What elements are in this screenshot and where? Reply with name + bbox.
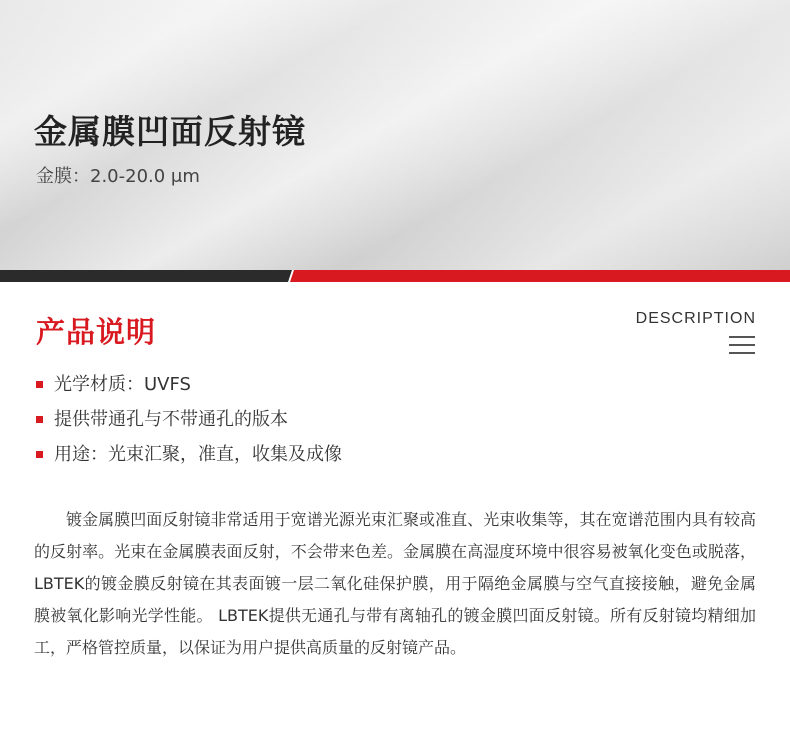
list-item: [36, 407, 342, 442]
divider-dark-segment: [0, 270, 292, 282]
list-item: [36, 442, 342, 477]
feature-list: [36, 372, 342, 477]
description-paragraph: 镀金属膜凹面反射镜非常适用于宽谱光源光束汇聚或准直、光束收集等，其在宽谱范围内具有较高的反射率。光束在金属膜表面反射，不会带来色差。金属膜在高湿度环境中很容易被氧化变色或脱落，LBTEK的镀金膜反射镜在其表面镀一层二氧化硅保护膜，用于隔绝金属膜与空气直接接触，避免金属膜被氧化影响光学性能。 LBTEK提供无通孔与带有离轴孔的镀金膜凹面反射镜。所有反射镜均精细加工，严格管控质量，以保证为用户提供高质量的反射镜产品。: [34, 510, 756, 657]
divider-band: [0, 270, 790, 282]
hero-banner: [0, 0, 790, 270]
divider-red-segment: [290, 270, 790, 282]
list-item: [36, 372, 342, 407]
coating-range: 金膜：2.0-20.0 μm: [36, 166, 200, 187]
feature-text: 提供带通孔与不带通孔的版本: [54, 409, 288, 430]
feature-text: 光学材质：UVFS: [54, 374, 191, 395]
section-title: 产品说明: [36, 315, 157, 349]
menu-icon: [729, 336, 755, 356]
section-tag: DESCRIPTION: [635, 310, 756, 327]
bullet-icon: [36, 451, 43, 458]
bullet-icon: [36, 416, 43, 423]
bullet-icon: [36, 381, 43, 388]
page-title: 金属膜凹面反射镜: [34, 112, 306, 151]
feature-text: 用途：光束汇聚，准直，收集及成像: [54, 444, 342, 465]
